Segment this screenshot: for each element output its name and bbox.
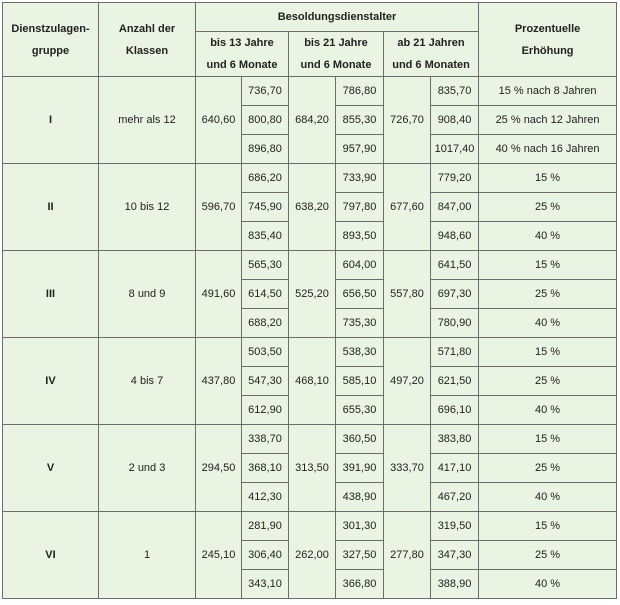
salary-value-1: 745,90 (242, 193, 289, 222)
salary-value-3: 847,00 (431, 193, 479, 222)
base-salary-1: 640,60 (196, 77, 242, 164)
salary-value-2: 438,90 (336, 483, 384, 512)
salary-value-1: 368,10 (242, 454, 289, 483)
salary-value-3: 347,30 (431, 541, 479, 570)
salary-value-1: 736,70 (242, 77, 289, 106)
percent-increase: 25 % (479, 541, 617, 570)
salary-value-2: 735,30 (336, 309, 384, 338)
percent-increase: 40 % (479, 483, 617, 512)
salary-value-2: 327,50 (336, 541, 384, 570)
salary-value-3: 908,40 (431, 106, 479, 135)
salary-value-1: 503,50 (242, 338, 289, 367)
salary-value-2: 786,80 (336, 77, 384, 106)
salary-value-2: 360,50 (336, 425, 384, 454)
salary-value-3: 780,90 (431, 309, 479, 338)
header-seniority-3 (384, 32, 479, 77)
salary-value-1: 688,20 (242, 309, 289, 338)
base-salary-1: 491,60 (196, 251, 242, 338)
salary-value-1: 800,80 (242, 106, 289, 135)
salary-value-3: 417,10 (431, 454, 479, 483)
header-seniority-1-line1: bis 13 Jahre (210, 37, 274, 49)
salary-value-3: 697,30 (431, 280, 479, 309)
salary-value-1: 412,30 (242, 483, 289, 512)
percent-increase: 25 % (479, 280, 617, 309)
header-seniority-3-line2: und 6 Monaten (392, 59, 470, 71)
base-salary-3: 277,80 (384, 512, 431, 599)
salary-value-3: 696,10 (431, 396, 479, 425)
percent-increase: 15 % (479, 338, 617, 367)
table-row (3, 77, 617, 106)
group-classes: mehr als 12 (99, 77, 196, 164)
header-increase (479, 3, 617, 77)
salary-value-1: 343,10 (242, 570, 289, 599)
percent-increase: 15 % (479, 251, 617, 280)
salary-value-1: 614,50 (242, 280, 289, 309)
header-classes-line2: Klassen (125, 44, 169, 57)
salary-value-2: 855,30 (336, 106, 384, 135)
salary-value-3: 1017,40 (431, 135, 479, 164)
salary-value-3: 383,80 (431, 425, 479, 454)
salary-value-3: 948,60 (431, 222, 479, 251)
salary-value-3: 641,50 (431, 251, 479, 280)
table-row (3, 425, 617, 454)
salary-value-2: 366,80 (336, 570, 384, 599)
salary-value-2: 656,50 (336, 280, 384, 309)
base-salary-3: 677,60 (384, 164, 431, 251)
base-salary-1: 437,80 (196, 338, 242, 425)
header-seniority-1 (196, 32, 289, 77)
group-classes: 2 und 3 (99, 425, 196, 512)
percent-increase: 15 % (479, 512, 617, 541)
percent-increase: 25 % nach 12 Jahren (479, 106, 617, 135)
salary-value-1: 686,20 (242, 164, 289, 193)
base-salary-3: 497,20 (384, 338, 431, 425)
percent-increase: 25 % (479, 454, 617, 483)
header-seniority-2 (289, 32, 384, 77)
header-increase-line2: Erhöhung (521, 44, 574, 57)
group-roman: V (3, 425, 99, 512)
base-salary-2: 313,50 (289, 425, 336, 512)
table-row (3, 164, 617, 193)
salary-value-1: 547,30 (242, 367, 289, 396)
percent-increase: 15 % nach 8 Jahren (479, 77, 617, 106)
percent-increase: 40 % nach 16 Jahren (479, 135, 617, 164)
salary-value-2: 301,30 (336, 512, 384, 541)
percent-increase: 40 % (479, 222, 617, 251)
salary-value-1: 281,90 (242, 512, 289, 541)
header-seniority-2-line2: und 6 Monate (300, 59, 372, 71)
base-salary-2: 638,20 (289, 164, 336, 251)
percent-increase: 40 % (479, 570, 617, 599)
salary-value-1: 835,40 (242, 222, 289, 251)
salary-value-2: 655,30 (336, 396, 384, 425)
salary-value-2: 957,90 (336, 135, 384, 164)
header-seniority: Besoldungsdienstalter (196, 3, 479, 32)
header-increase-line1: Prozentuelle (514, 22, 581, 35)
percent-increase: 15 % (479, 164, 617, 193)
group-roman: II (3, 164, 99, 251)
group-classes: 1 (99, 512, 196, 599)
base-salary-3: 726,70 (384, 77, 431, 164)
salary-value-3: 388,90 (431, 570, 479, 599)
base-salary-1: 294,50 (196, 425, 242, 512)
percent-increase: 15 % (479, 425, 617, 454)
group-classes: 10 bis 12 (99, 164, 196, 251)
percent-increase: 40 % (479, 396, 617, 425)
group-roman: III (3, 251, 99, 338)
percent-increase: 40 % (479, 309, 617, 338)
salary-value-2: 604,00 (336, 251, 384, 280)
header-seniority-2-line1: bis 21 Jahre (304, 37, 368, 49)
base-salary-1: 596,70 (196, 164, 242, 251)
salary-value-1: 565,30 (242, 251, 289, 280)
header-classes (99, 3, 196, 77)
base-salary-3: 557,80 (384, 251, 431, 338)
base-salary-2: 684,20 (289, 77, 336, 164)
table-row (3, 512, 617, 541)
salary-value-2: 733,90 (336, 164, 384, 193)
header-seniority-1-line2: und 6 Monate (206, 59, 278, 71)
header-classes-line1: Anzahl der (118, 22, 176, 35)
header-row-1 (3, 3, 617, 32)
group-classes: 4 bis 7 (99, 338, 196, 425)
salary-value-3: 571,80 (431, 338, 479, 367)
salary-value-2: 797,80 (336, 193, 384, 222)
table-row (3, 338, 617, 367)
salary-value-1: 306,40 (242, 541, 289, 570)
group-roman: IV (3, 338, 99, 425)
salary-value-2: 391,90 (336, 454, 384, 483)
table-body (3, 3, 617, 599)
group-classes: 8 und 9 (99, 251, 196, 338)
percent-increase: 25 % (479, 367, 617, 396)
salary-table (2, 2, 617, 599)
salary-value-3: 319,50 (431, 512, 479, 541)
salary-value-3: 467,20 (431, 483, 479, 512)
group-roman: VI (3, 512, 99, 599)
header-group (3, 3, 99, 77)
header-group-line1: Dienstzulagen- (11, 22, 90, 35)
header-seniority-3-line1: ab 21 Jahren (397, 37, 465, 49)
salary-value-2: 585,10 (336, 367, 384, 396)
salary-value-1: 338,70 (242, 425, 289, 454)
header-group-line2: gruppe (31, 44, 70, 57)
base-salary-2: 262,00 (289, 512, 336, 599)
table-row (3, 251, 617, 280)
base-salary-2: 525,20 (289, 251, 336, 338)
salary-value-3: 835,70 (431, 77, 479, 106)
base-salary-2: 468,10 (289, 338, 336, 425)
salary-value-3: 779,20 (431, 164, 479, 193)
group-roman: I (3, 77, 99, 164)
salary-value-2: 893,50 (336, 222, 384, 251)
base-salary-3: 333,70 (384, 425, 431, 512)
percent-increase: 25 % (479, 193, 617, 222)
salary-value-3: 621,50 (431, 367, 479, 396)
salary-value-1: 896,80 (242, 135, 289, 164)
salary-value-2: 538,30 (336, 338, 384, 367)
base-salary-1: 245,10 (196, 512, 242, 599)
salary-value-1: 612,90 (242, 396, 289, 425)
